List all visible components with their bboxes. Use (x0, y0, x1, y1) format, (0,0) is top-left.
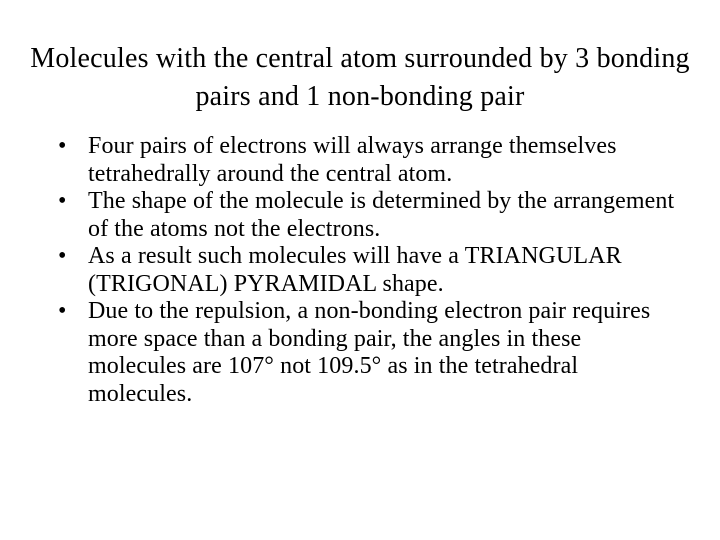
slide-title: Molecules with the central atom surrounded by 3 bonding pairs and 1 non-bonding pair (30, 43, 690, 112)
bullet-list (58, 133, 678, 408)
bullet-text: Four pairs of electrons will always arrange themselves tetrahedrally around the central atom. (88, 133, 617, 187)
bullet-icon: • (58, 188, 67, 214)
bullet-icon: • (58, 133, 67, 159)
bullet-item (58, 188, 678, 243)
bullet-item (58, 298, 678, 408)
bullet-icon: • (58, 298, 67, 324)
bullet-text: Due to the repulsion, a non-bonding electron pair requires more space than a bonding pair, the angles in these molecules are 107° not 109.5° as in the tetrahedral molecules. (88, 298, 651, 407)
bullet-icon: • (58, 243, 67, 269)
bullet-text: As a result such molecules will have a TRIANGULAR (TRIGONAL) PYRAMIDAL shape. (88, 243, 622, 297)
bullet-text: The shape of the molecule is determined by the arrangement of the atoms not the electrons. (88, 188, 675, 242)
bullet-item (58, 243, 678, 298)
bullet-item (58, 133, 678, 188)
